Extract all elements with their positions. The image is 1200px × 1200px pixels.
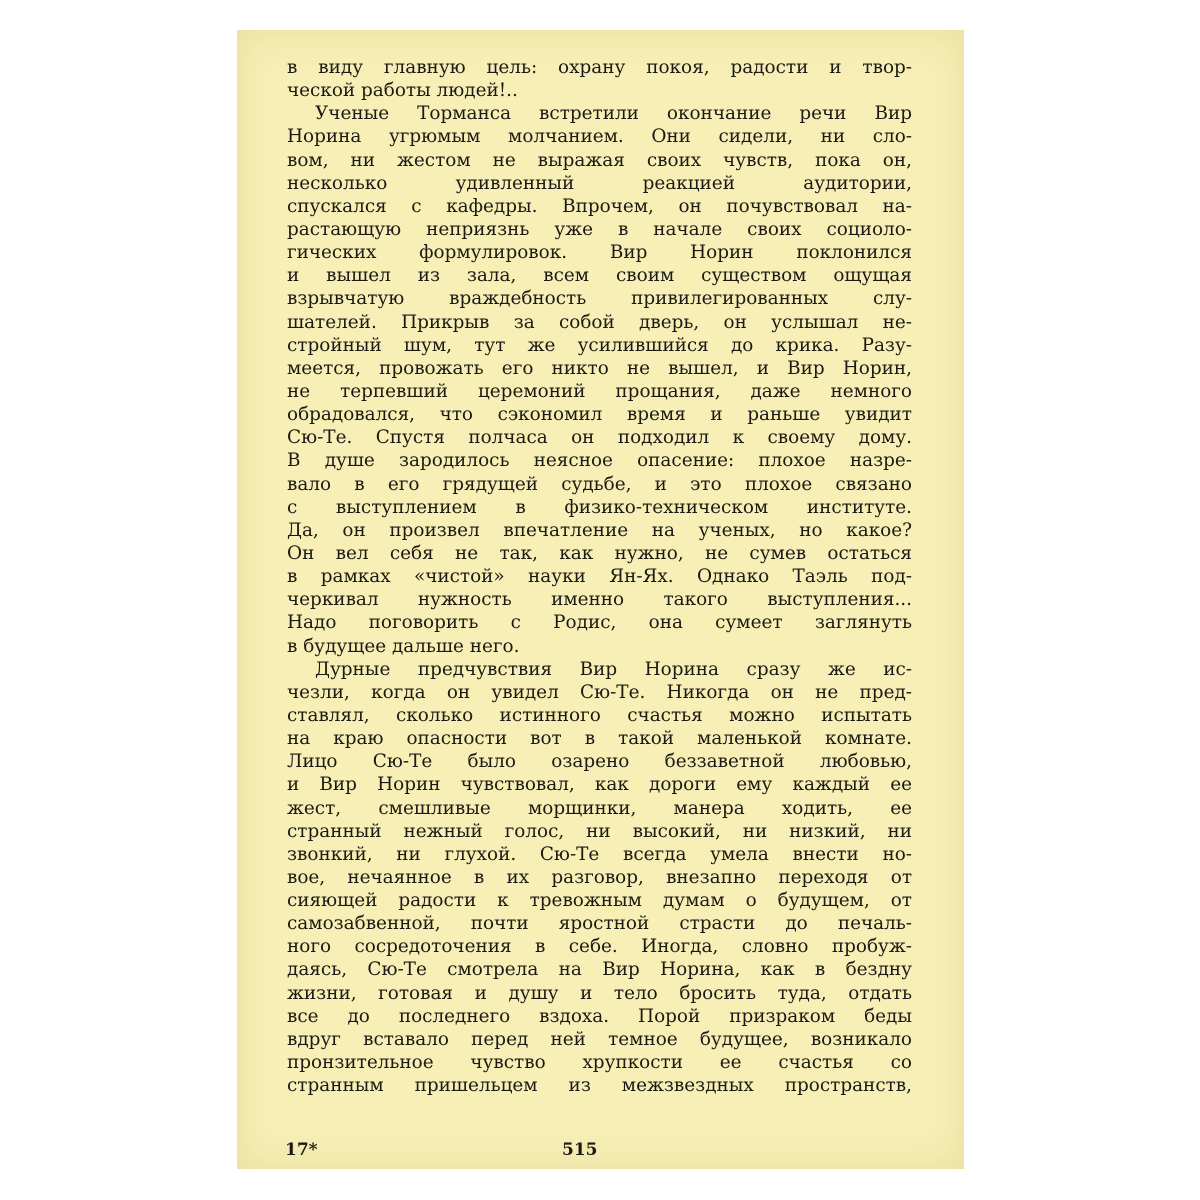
text-line: пронзительное чувство хрупкости ее счастья со: [287, 1052, 912, 1074]
text-line: жизни, готовая и душу и тело бросить туда, отдать: [287, 982, 912, 1004]
paragraph-start-line: Дурные предчувствия Вир Норина сразу же ис-: [315, 658, 912, 680]
text-line: не терпевший церемоний прощания, даже немного: [287, 380, 912, 402]
text-line: все до последнего вздоха. Порой призраком беды: [287, 1005, 912, 1027]
text-line: даясь, Сю-Те смотрела на Вир Норина, как в бездну: [287, 959, 912, 981]
text-line: меется, провожать его никто не вышел, и Вир Норин,: [287, 357, 912, 379]
text-line: на краю опасности вот в такой маленькой комнате.: [287, 728, 912, 750]
text-line: шателей. Прикрыв за собой дверь, он услышал не-: [287, 311, 912, 333]
text-line: вое, нечаянное в их разговор, внезапно переходя от: [287, 866, 912, 888]
text-line: Надо поговорить с Родис, она сумеет заглянуть: [287, 612, 912, 634]
text-line: ного сосредоточения в себе. Иногда, словно пробуж-: [287, 936, 912, 958]
body-text: [287, 56, 912, 1097]
text-line: вдруг вставало перед ней темное будущее, возникало: [287, 1028, 912, 1050]
text-line: черкивал нужность именно такого выступления...: [287, 589, 912, 611]
text-line: странный нежный голос, ни высокий, ни низкий, ни: [287, 820, 912, 842]
text-line: несколько удивленный реакцией аудитории,: [287, 172, 912, 194]
text-line: Лицо Сю-Те было озарено беззаветной любовью,: [287, 751, 912, 773]
text-line: ставлял, сколько истинного счастья можно испытать: [287, 704, 912, 726]
text-line: взрывчатую враждебность привилегированных слу-: [287, 288, 912, 310]
text-line: вало в его грядущей судьбе, и это плохое связано: [287, 473, 912, 495]
paragraph-start-line: Ученые Торманса встретили окончание речи Вир: [315, 103, 912, 125]
printer-signature-mark: 17*: [285, 1140, 318, 1160]
text-line: чезли, когда он увидел Сю-Те. Никогда он не пред-: [287, 681, 912, 703]
text-line: ческой работы людей!..: [287, 80, 518, 102]
text-line: Норина угрюмым молчанием. Они сидели, ни сло-: [287, 126, 912, 148]
text-line: жест, смешливые морщинки, манера ходить, ее: [287, 797, 912, 819]
page-number: 515: [562, 1140, 598, 1160]
text-line: обрадовался, что сэкономил время и раньше увидит: [287, 404, 912, 426]
text-line: вом, ни жестом не выражая своих чувств, пока он,: [287, 149, 912, 171]
text-line: и вышел из зала, всем своим существом ощущая: [287, 265, 912, 287]
text-line: странным пришельцем из межзвездных пространств,: [287, 1075, 912, 1097]
text-line: Сю-Те. Спустя полчаса он подходил к своему дому.: [287, 427, 912, 449]
text-line: в рамках «чистой» науки Ян-Ях. Однако Таэль под-: [287, 566, 912, 588]
text-line: и Вир Норин чувствовал, как дороги ему каждый ее: [287, 774, 912, 796]
text-line: В душе зародилось неясное опасение: плохое назре-: [287, 450, 912, 472]
text-line: в будущее дальше него.: [287, 635, 520, 657]
text-line: растающую неприязнь уже в начале своих социоло-: [287, 218, 912, 240]
text-line: самозабвенной, почти яростной страсти до печаль-: [287, 913, 912, 935]
text-line: Он вел себя не так, как нужно, не сумев остаться: [287, 542, 912, 564]
text-line: сияющей радости к тревожным думам о будущем, от: [287, 890, 912, 912]
text-line: звонкий, ни глухой. Сю-Те всегда умела внести но-: [287, 843, 912, 865]
book-page: [237, 30, 964, 1169]
text-line: спускался с кафедры. Впрочем, он почувствовал на-: [287, 195, 912, 217]
text-line: с выступлением в физико-техническом институте.: [287, 496, 912, 518]
text-line: Да, он произвел впечатление на ученых, но какое?: [287, 519, 912, 541]
text-line: стройный шум, тут же усилившийся до крика. Разу-: [287, 334, 912, 356]
text-line: гических формулировок. Вир Норин поклонился: [287, 242, 912, 264]
text-line: в виду главную цель: охрану покоя, радости и твор-: [287, 57, 912, 78]
